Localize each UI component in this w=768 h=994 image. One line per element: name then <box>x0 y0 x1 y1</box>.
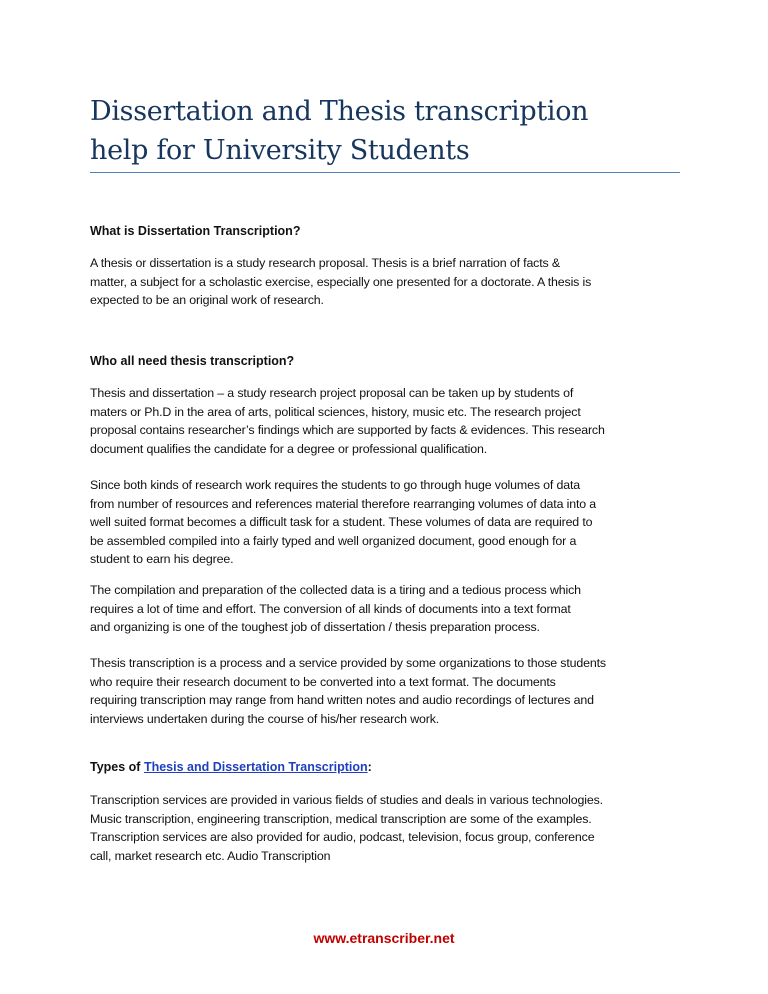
section-heading: What is Dissertation Transcription? <box>90 224 301 238</box>
text-line: well suited format becomes a difficult task for a student. These volumes of data are required to <box>90 515 593 530</box>
paragraph <box>90 384 605 458</box>
text-line: Transcription services are provided in various fields of studies and deals in various technologies. <box>90 793 603 807</box>
text-line: requires a lot of time and effort. The conversion of all kinds of documents into a text format <box>90 601 571 616</box>
text-line: document qualifies the candidate for a degree or professional qualification. <box>90 441 488 456</box>
text-line: Since both kinds of research work requires the students to go through huge volumes of data <box>90 478 580 492</box>
text-line: Music transcription, engineering transcription, medical transcription are some of the examples. <box>90 811 592 826</box>
heading-text: : <box>367 760 372 774</box>
title-line: Dissertation and Thesis transcription <box>90 96 589 127</box>
text-line: requiring transcription may range from hand written notes and audio recordings of lectures and <box>90 693 594 708</box>
title-underline <box>90 172 680 173</box>
text-line: who require their research document to be converted into a text format. The documents <box>90 674 556 689</box>
text-line: and organizing is one of the toughest job of dissertation / thesis preparation process. <box>90 620 540 635</box>
footer-website: www.etranscriber.net <box>313 930 455 946</box>
text-line: proposal contains researcher’s findings which are supported by facts & evidences. This research <box>90 423 605 438</box>
text-line: A thesis or dissertation is a study research proposal. Thesis is a brief narration of facts & <box>90 256 560 270</box>
paragraph <box>90 254 591 310</box>
text-line: Thesis transcription is a process and a service provided by some organizations to those students <box>90 656 606 670</box>
document-title <box>90 92 588 170</box>
text-line: student to earn his degree. <box>90 552 234 567</box>
paragraph <box>90 791 603 865</box>
text-line: from number of resources and references material therefore rearranging volumes of data into a <box>90 496 597 511</box>
text-line: Thesis and dissertation – a study research project proposal can be taken up by students of <box>90 386 574 400</box>
text-line: be assembled compiled into a fairly typed and well organized document, good enough for a <box>90 533 577 548</box>
heading-text: Types of <box>90 760 144 774</box>
text-line: Transcription services are also provided for audio, podcast, television, focus group, conference <box>90 830 595 845</box>
paragraph <box>90 476 596 569</box>
section-heading: Who all need thesis transcription? <box>90 354 295 368</box>
text-line: expected to be an original work of research. <box>90 293 324 308</box>
paragraph <box>90 654 606 728</box>
text-line: The compilation and preparation of the collected data is a tiring and a tedious process which <box>90 583 581 597</box>
text-line: interviews undertaken during the course of his/her research work. <box>90 711 440 726</box>
text-line: matter, a subject for a scholastic exercise, especially one presented for a doctorate. A thesis is <box>90 274 592 289</box>
thesis-transcription-link[interactable]: Thesis and Dissertation Transcription <box>143 760 368 774</box>
text-line: maters or Ph.D in the area of arts, political sciences, history, music etc. The research project <box>90 404 581 419</box>
text-line: call, market research etc. Audio Transcription <box>90 848 331 863</box>
title-line: help for University Students <box>90 135 470 166</box>
section-heading <box>90 760 372 774</box>
paragraph <box>90 581 581 637</box>
